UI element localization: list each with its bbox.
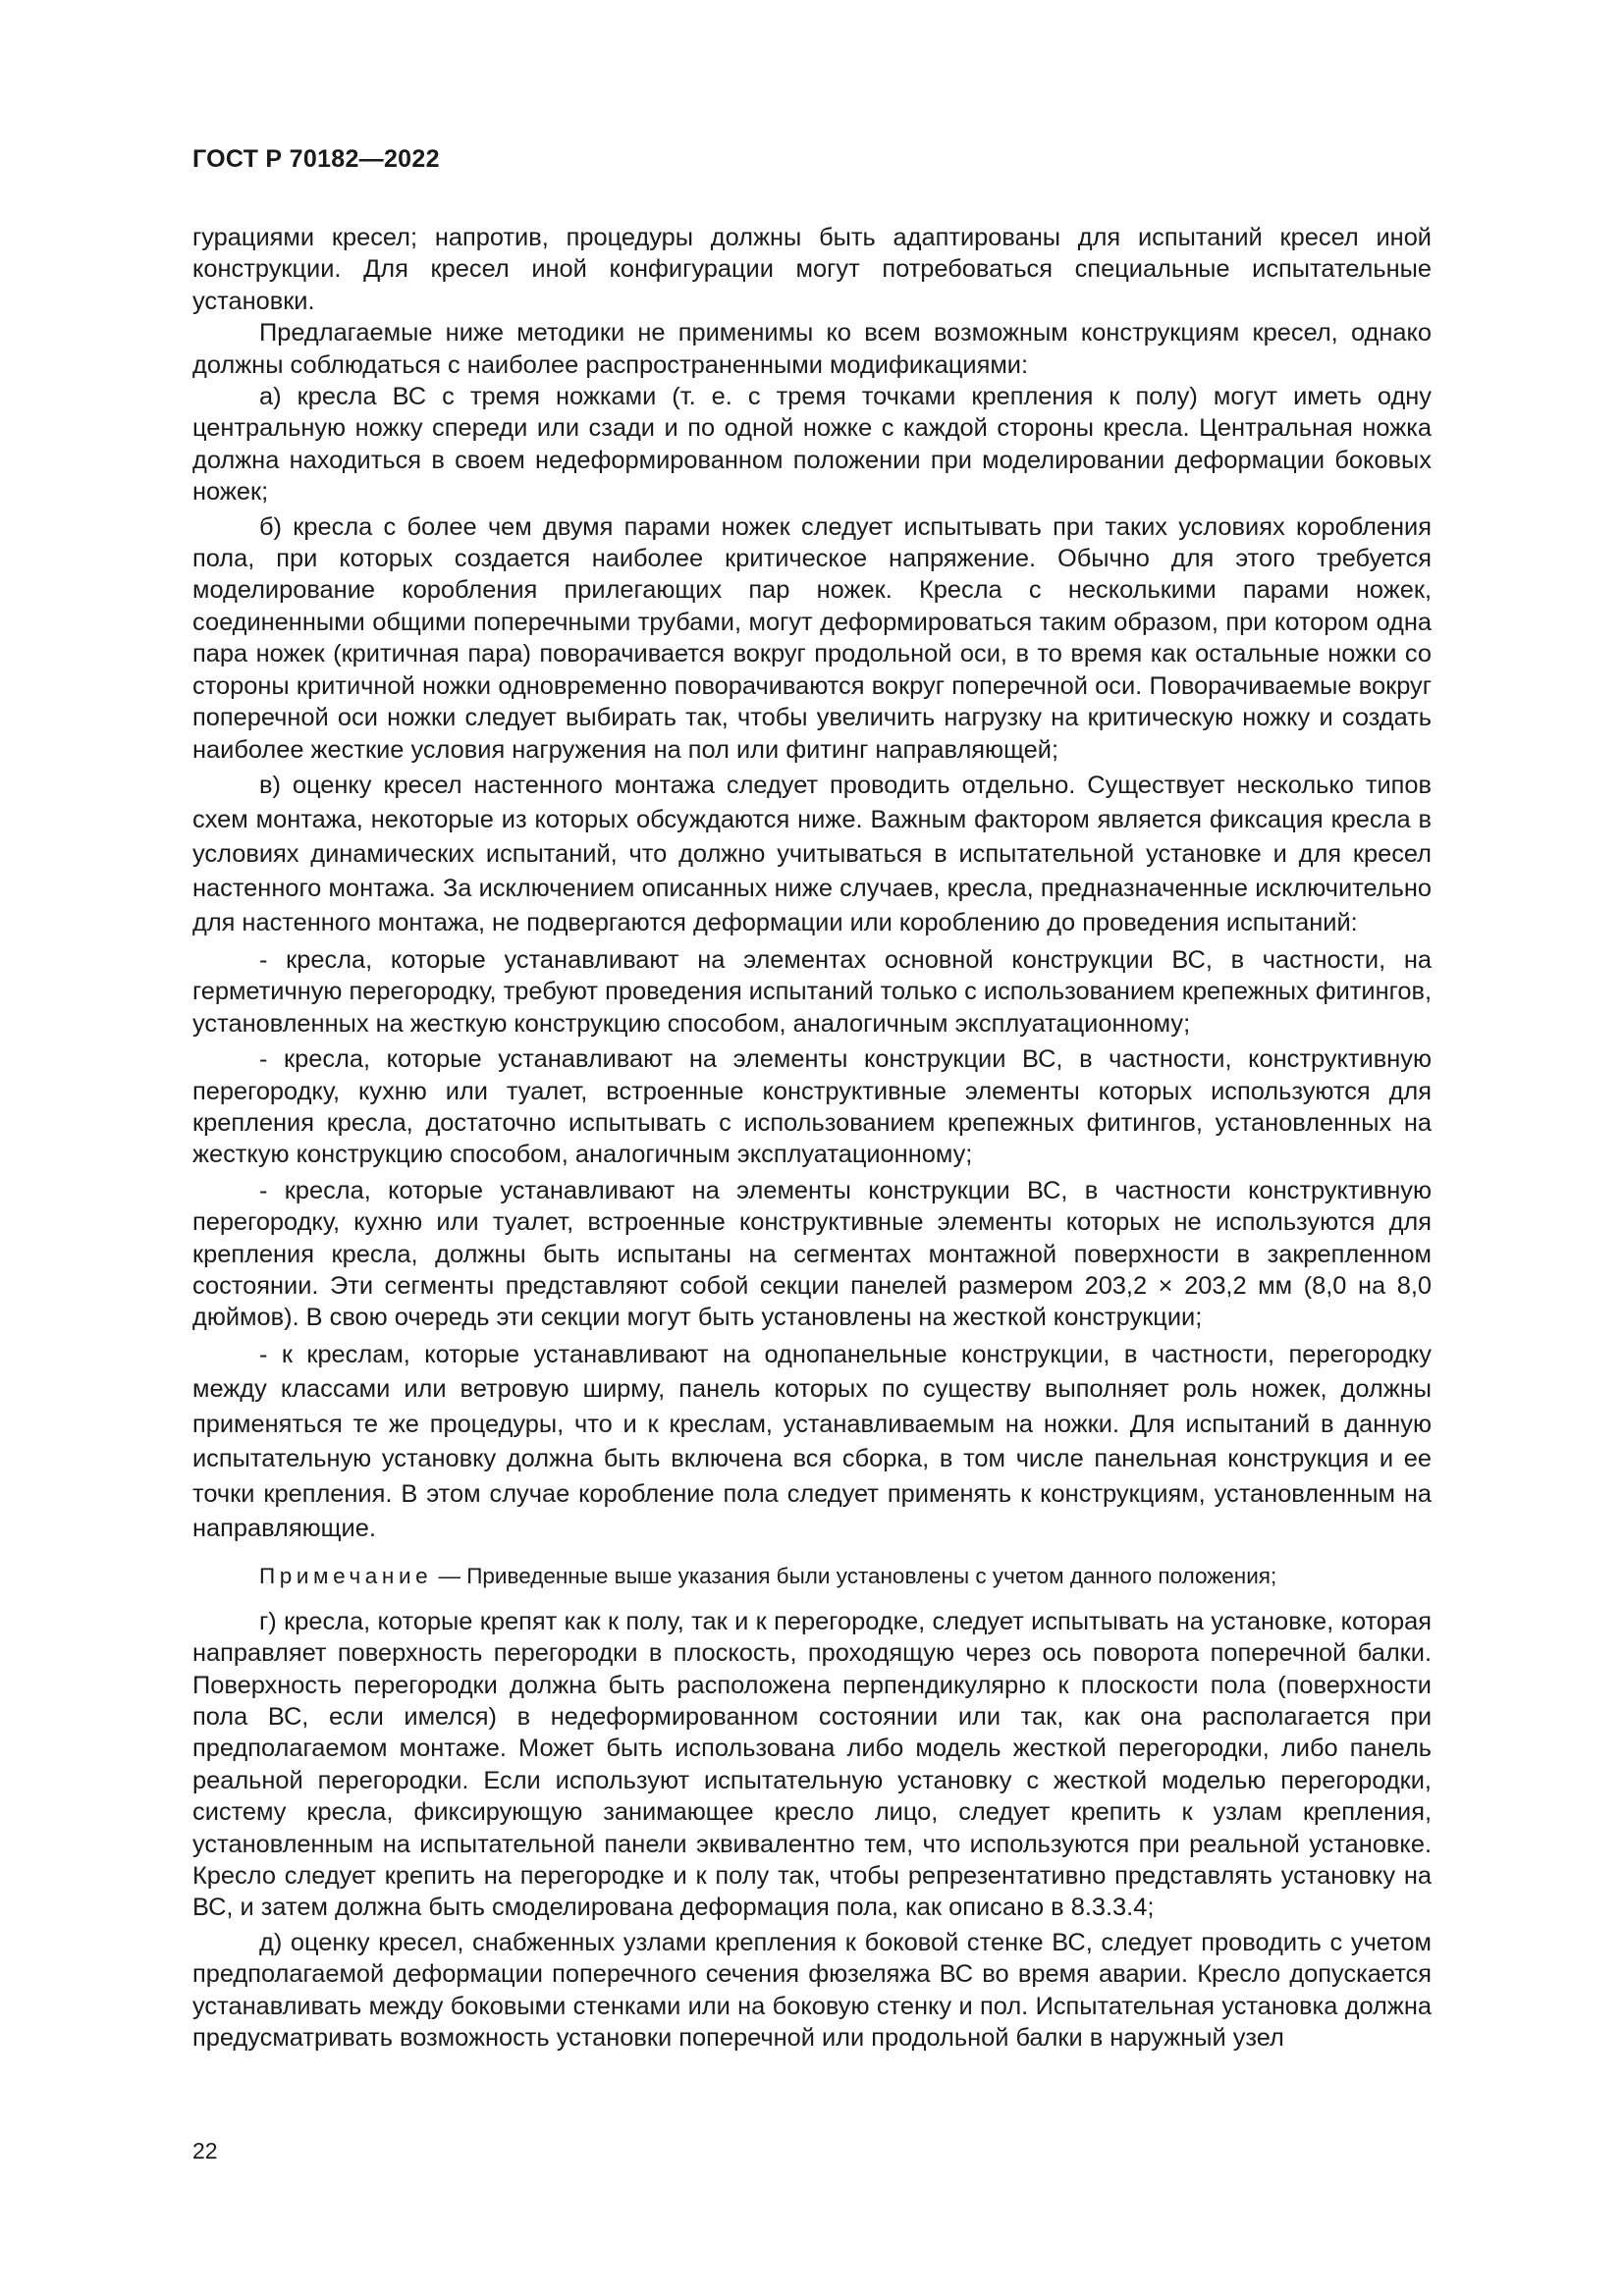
dash-item-2: - кресла, которые устанавливают на элементы конструкции ВС, в частности, конструктивную перегородку, кухню или туалет, встроенные конструктивные элементы которых используются для крепления кресла, достаточно испытывать с использованием крепежных фитингов, установленных на жесткую конструкцию способом, аналогичным эксплуатационному;	[192, 1045, 1432, 1169]
dash-item-4: - к креслам, которые устанавливают на однопанельные конструкции, в частности, перегородку между классами или ветровую ширму, панель которых по существу выполняет роль ножек, должны применяться те же процедуры, что и к креслам, устанавливаемым на ножки. Для испытаний в данную испытательную установку должна быть включена вся сборка, в том числе панельная конструкция и ее точки крепления. В этом случае коробление пола следует применять к конструкциям, установленным на направляющие.	[192, 1340, 1432, 1543]
list-item-b: б) кресла с более чем двумя парами ножек следует испытывать при таких условиях коробления пола, при которых создается наиболее критическое напряжение. Обычно для этого требуется моделирование коробления прилегающих пар ножек. Кресла с несколькими парами ножек, соединенными общими поперечными трубами, могут деформироваться таким образом, при котором одна пара ножек (критичная пара) поворачивается вокруг продольной оси, в то время как остальные ножки со стороны критичной ножки одновременно поворачиваются вокруг поперечной оси. Поворачиваемые вокруг поперечной оси ножки следует выбирать так, чтобы увеличить нагрузку на критическую ножку и создать наиболее жесткие условия нагружения на пол или фитинг направляющей;	[192, 512, 1432, 764]
paragraph-intro: Предлагаемые ниже методики не применимы ко всем возможным конструкциям кресел, однако должны соблюдаться с наиболее распространенными модификациями:	[192, 319, 1432, 379]
list-item-d: д) оценку кресел, снабженных узлами крепления к боковой стенке ВС, следует проводить с учетом предполагаемой деформации поперечного сечения фюзеляжа ВС во время аварии. Кресло допускается устанавливать между боковыми стенками или на боковую стенку и пол. Испытательная установка должна предусматривать возможность установки поперечной или продольной балки в наружный узел	[192, 1928, 1432, 2053]
list-item-a: а) кресла ВС с тремя ножками (т. е. с тремя точками крепления к полу) могут иметь одну центральную ножку спереди или сзади и по одной ножке с каждой стороны кресла. Центральная ножка должна находиться в своем недеформированном положении при моделировании деформации боковых ножек;	[192, 383, 1432, 507]
list-item-g: г) кресла, которые крепят как к полу, так и к перегородке, следует испытывать на установке, которая направляет поверхность перегородки в плоскость, проходящую через ось поворота поперечной балки. Поверхность перегородки должна быть расположена перпендикулярно к плоскости пола (поверхности пола ВС, если имелся) в недеформированном состоянии или так, как она располагается при предполагаемом монтаже. Может быть использована либо модель жесткой перегородки, либо панель реальной перегородки. Если используют испытательную установку с жесткой моделью перегородки, систему кресла, фиксирующую занимающее кресло лицо, следует крепить к узлам крепления, установленным на испытательной панели эквивалентно тем, что используются при реальной установке. Кресло следует крепить на перегородке и к полу так, чтобы репрезентативно представлять установку на ВС, и затем должна быть смоделирована деформация пола, как описано в 8.3.3.4;	[192, 1607, 1432, 1922]
note-text: — Приведенные выше указания были установлены с учетом данного положения;	[432, 1563, 1277, 1588]
paragraph-continuation: гурациями кресел; напротив, процедуры должны быть адаптированы для испытаний кресел иной конструкции. Для кресел иной конфигурации могут потребоваться специальные испытательные установки.	[192, 224, 1432, 315]
note-label: Примечание	[259, 1563, 433, 1588]
document-header: ГОСТ Р 70182—2022	[192, 145, 440, 173]
dash-item-1: - кресла, которые устанавливают на элементах основной конструкции ВС, в частности, на герметичную перегородку, требуют проведения испытаний только с использованием крепежных фитингов, установленных на жесткую конструкцию способом, аналогичным эксплуатационному;	[192, 945, 1432, 1038]
document-body	[192, 222, 1432, 2054]
list-item-v: в) оценку кресел настенного монтажа следует проводить отдельно. Существует несколько типов схем монтажа, некоторые из которых обсуждаются ниже. Важным фактором является фиксация кресла в условиях динамических испытаний, что должно учитываться в испытательной установке и для кресел настенного монтажа. За исключением описанных ниже случаев, кресла, предназначенные исключительно для настенного монтажа, не подвергаются деформации или короблению до проведения испытаний:	[192, 771, 1432, 936]
page-number: 22	[192, 2138, 218, 2163]
dash-item-3: - кресла, которые устанавливают на элементы конструкции ВС, в частности конструктивную перегородку, кухню или туалет, встроенные конструктивные элементы которых не используются для крепления кресла, должны быть испытаны на сегментах монтажной поверхности в закрепленном состоянии. Эти сегменты представляют собой секции панелей размером 203,2 × 203,2 мм (8,0 на 8,0 дюймов). В свою очередь эти секции могут быть установлены на жесткой конструкции;	[192, 1176, 1432, 1332]
note	[192, 1561, 1432, 1592]
